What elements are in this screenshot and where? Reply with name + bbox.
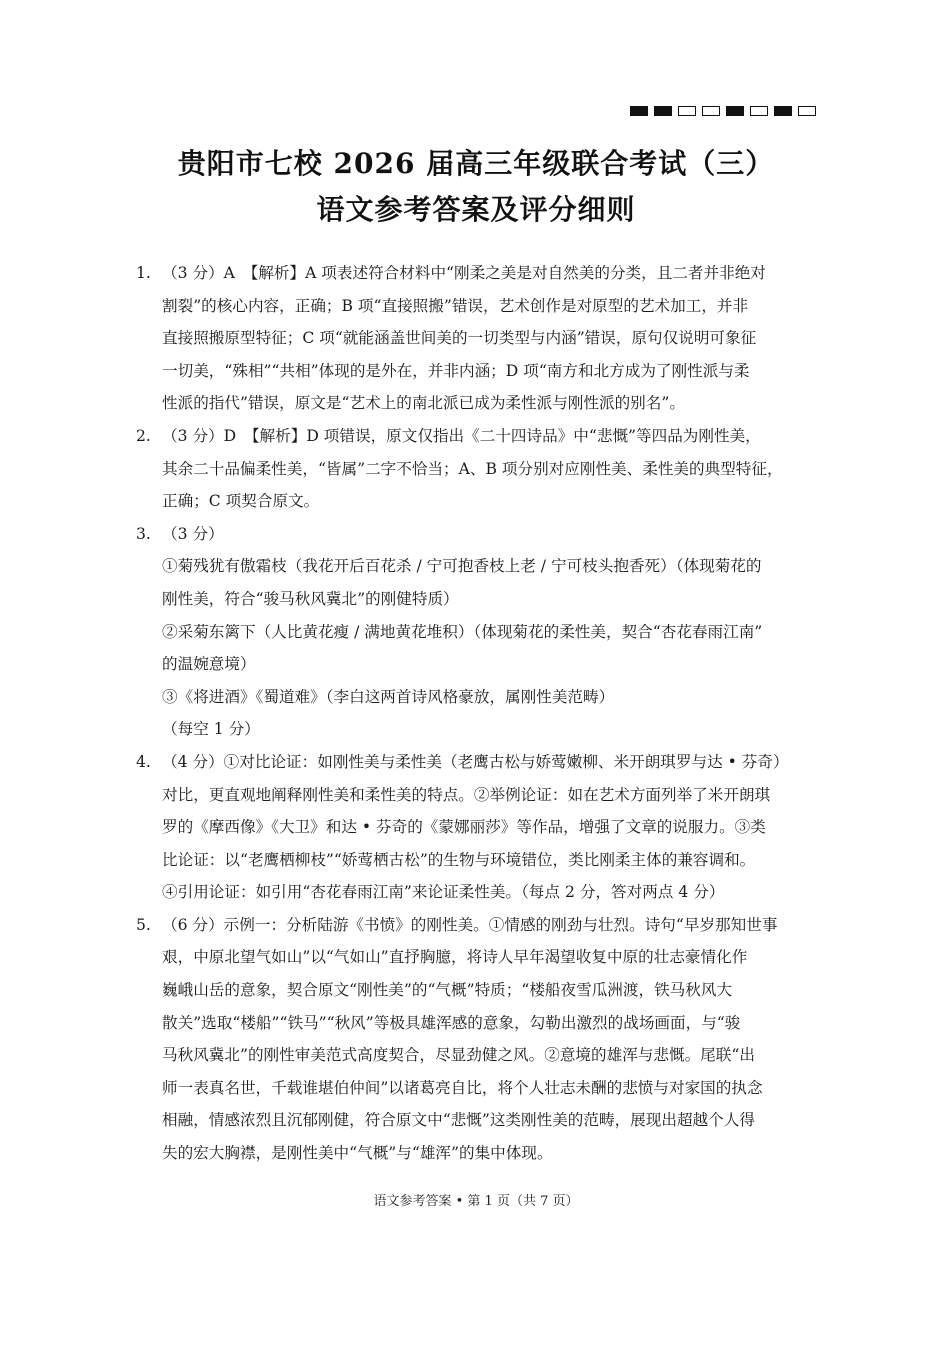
answer-line: （6 分）示例一：分析陆游《书愤》的刚性美。①情感的刚劲与壮烈。诗句“早岁那知世事 (162, 915, 778, 934)
code-mark (798, 106, 816, 116)
question-number: 2. (136, 426, 151, 445)
question-number: 3. (136, 524, 151, 543)
answer-line: 师一表真名世，千载谁堪伯仲间”以诸葛亮自比，将个人壮志未酬的悲愤与对家国的执念 (162, 1078, 763, 1097)
answer-line: （4 分）①对比论证：如刚性美与柔性美（老鹰古松与娇莺嫩柳、米开朗琪罗与达 • 芬奇） (162, 752, 789, 771)
answer-line: ①菊残犹有傲霜枝（我花开后百花杀 / 宁可抱香枝上老 / 宁可枝头抱香死）（体现菊花的 (162, 557, 762, 576)
answer-line: 直接照搬原型特征；C 项“就能涵盖世间美的一切类型与内涵”错误，原句仅说明可象征 (162, 329, 757, 348)
question-4 (136, 746, 818, 909)
answer-line: 正确；C 项契合原文。 (162, 492, 320, 511)
exam-code-marks (630, 106, 816, 116)
answer-line: （3 分） (162, 524, 224, 543)
answer-line: 散关”选取“楼船”“铁马”“秋风”等极具雄浑感的意象，勾勒出激烈的战场画面，与“骏 (162, 1013, 741, 1032)
page-footer: 语文参考答案 • 第 1 页（共 7 页） (373, 1194, 579, 1209)
code-mark (702, 106, 720, 116)
answer-line: 割裂”的核心内容，正确；B 项“直接照搬”错误，艺术创作是对原型的艺术加工，并非 (162, 296, 749, 315)
answer-line: 性派的指代”错误，原文是“艺术上的南北派已成为柔性派与刚性派的别名”。 (162, 394, 685, 413)
answer-line: 马秋风冀北”的刚性审美范式高度契合，尽显劲健之风。②意境的雄浑与悲慨。尾联“出 (162, 1046, 755, 1065)
answer-line: （3 分）A 【解析】A 项表述符合材料中“刚柔之美是对自然美的分类，且二者并非绝对 (162, 264, 766, 282)
answer-line: 相融，情感浓烈且沉郁刚健，符合原文中“悲慨”这类刚性美的范畴，展现出超越个人得 (162, 1111, 755, 1130)
question-number: 4. (136, 752, 151, 771)
code-mark (750, 106, 768, 116)
answer-line: ②采菊东篱下（人比黄花瘦 / 满地黄花堆积）（体现菊花的柔性美，契合“杏花春雨江南” (162, 622, 763, 641)
answer-line: 一切美，“殊相”“共相”体现的是外在，并非内涵；D 项“南方和北方成为了刚性派与柔 (162, 361, 750, 380)
answer-line: 刚性美，符合“骏马秋风冀北”的刚健特质） (162, 589, 459, 608)
answer-line: 比论证：以“老鹰栖柳枝”“娇莺栖古松”的生物与环境错位，类比刚柔主体的兼容调和。 (162, 850, 756, 869)
answer-line: 艰，中原北望气如山”以“气如山”直抒胸臆，将诗人早年渴望收复中原的壮志豪情化作 (162, 948, 748, 967)
answer-line: （3 分）D 【解析】D 项错误，原文仅指出《二十四诗品》中“悲慨”等四品为刚性美， (162, 426, 761, 445)
question-number: 5. (136, 915, 151, 934)
document-subtitle: 语文参考答案及评分细则 (316, 193, 636, 226)
answer-line: 失的宏大胸襟，是刚性美中“气概”与“雄浑”的集中体现。 (162, 1144, 553, 1163)
answer-line: 的温婉意境） (162, 655, 256, 674)
code-mark (774, 106, 792, 116)
question-number: 1. (136, 264, 151, 282)
answer-line: 巍峨山岳的意象，契合原文“刚性美”的“气概”特质；“楼船夜雪瓜洲渡，铁马秋风大 (162, 981, 733, 1000)
code-mark (678, 106, 696, 116)
answer-line: （每空 1 分） (162, 720, 260, 739)
document-title: 贵阳市七校 2026 届高三年级联合考试（三） (177, 147, 775, 180)
question-1 (136, 257, 818, 420)
answer-line: ③《将进酒》《蜀道难》（李白这两首诗风格豪放，属刚性美范畴） (162, 687, 615, 706)
answer-line: 罗的《摩西像》《大卫》和达 • 芬奇的《蒙娜丽莎》等作品，增强了文章的说服力。③类 (162, 818, 766, 837)
code-mark (654, 106, 672, 116)
answer-line: ④引用论证：如引用“杏花春雨江南”来论证柔性美。（每点 2 分，答对两点 4 分） (162, 883, 725, 902)
question-2 (136, 420, 818, 518)
code-mark (630, 106, 648, 116)
question-5 (136, 909, 818, 1170)
answer-line: 其余二十品偏柔性美，“皆属”二字不恰当；A、B 项分别对应刚性美、柔性美的典型特征， (162, 459, 783, 478)
question-3 (136, 518, 818, 746)
answer-line: 对比，更直观地阐释刚性美和柔性美的特点。②举例论证：如在艺术方面列举了米开朗琪 (162, 785, 771, 804)
code-mark (726, 106, 744, 116)
answer-content (136, 257, 818, 1170)
